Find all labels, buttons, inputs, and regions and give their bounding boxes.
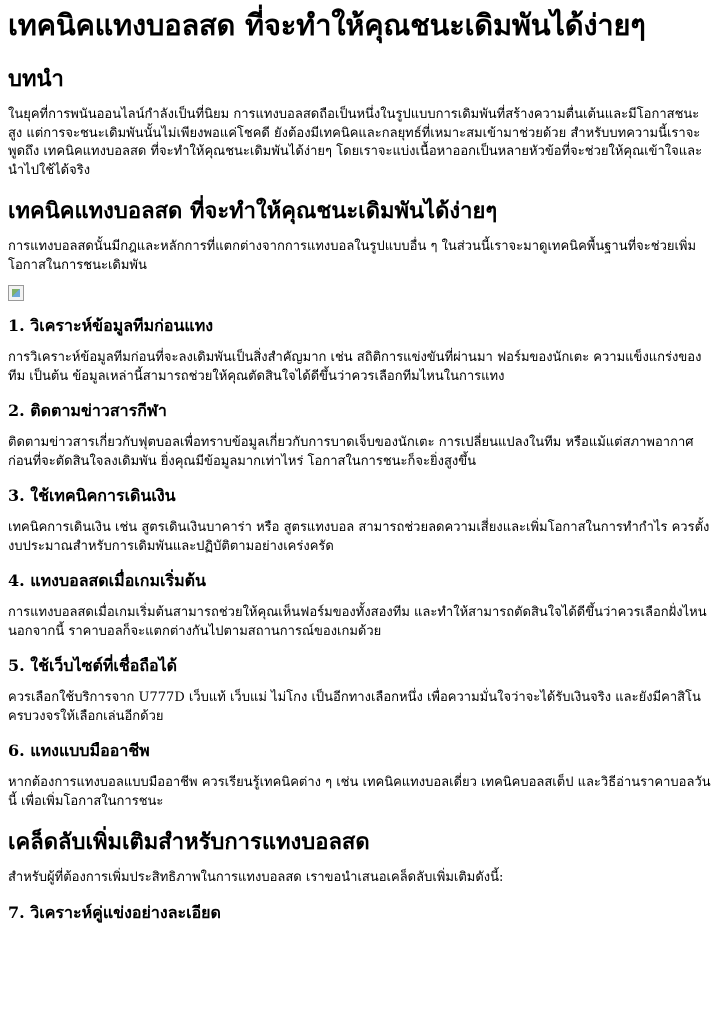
section-heading-4: 4. แทงบอลสดเมื่อเกมเริ่มต้น bbox=[8, 571, 206, 590]
tips-heading: เคล็ดลับเพิ่มเติมสำหรับการแทงบอลสด bbox=[8, 830, 370, 855]
main-paragraph: การแทงบอลสดนั้นมีกฎและหลักการที่แตกต่างจากการแทงบอลในรูปแบบอื่น ๆ ในส่วนนี้เราจะมาดูเทคนิคพื้นฐานที่จะช่วยเพิ่มโอกาสในการชนะเดิมพัน bbox=[8, 239, 697, 273]
section-5-text-after: เว็บแท้ เว็บแม่ ไม่โกง เป็นอีกทางเลือกหนึ่ง เพื่อความมั่นใจว่าจะได้รับเงินจริง และยังมีคาสิโนครบวงจรให้เลือกเล่นอีกด้วย bbox=[8, 690, 701, 724]
section-heading-2: 2. ติดตามข่าวสารกีฬา bbox=[8, 401, 167, 420]
section-5-text-before: ควรเลือกใช้บริการจาก bbox=[8, 690, 139, 705]
section-paragraph-6: หากต้องการแทงบอลแบบมืออาชีพ ควรเรียนรู้เทคนิคต่าง ๆ เช่น เทคนิคแทงบอลเดี่ยว เทคนิคบอลสเต็ป และวิธีอ่านราคาบอลวันนี้ เพื่อเพิ่มโอกาสในการชนะ bbox=[8, 775, 711, 809]
broken-image-icon bbox=[8, 285, 24, 301]
page-title: เทคนิคแทงบอลสด ที่จะทำให้คุณชนะเดิมพันได้ง่ายๆ bbox=[8, 8, 646, 42]
section-paragraph-2: ติดตามข่าวสารเกี่ยวกับฟุตบอลเพื่อทราบข้อมูลเกี่ยวกับการบาดเจ็บของนักเตะ การเปลี่ยนแปลงในทีม หรือแม้แต่สภาพอากาศ ก่อนที่จะตัดสินใจลงเดิมพัน ยิ่งคุณมีข้อมูลมากเท่าไหร่ โอกาสในการชนะก็จะยิ่งสูงขึ้น bbox=[8, 435, 694, 469]
section-paragraph-3: เทคนิคการเดินเงิน เช่น สูตรเดินเงินบาคาร่า หรือ สูตรแทงบอล สามารถช่วยลดความเสี่ยงและเพิ่มโอกาสในการทำกำไร ควรตั้งงบประมาณสำหรับการเดิมพันและปฏิบัติตามอย่างเคร่งครัด bbox=[8, 520, 710, 554]
site-link[interactable]: U777D bbox=[138, 690, 185, 705]
tips-item-heading: 7. วิเคราะห์คู่แข่งอย่างละเอียด bbox=[8, 902, 221, 922]
section-heading-6: 6. แทงแบบมืออาชีพ bbox=[8, 741, 150, 760]
section-paragraph-1: การวิเคราะห์ข้อมูลทีมก่อนที่จะลงเดิมพันเป็นสิ่งสำคัญมาก เช่น สถิติการแข่งขันที่ผ่านมา ฟอร์มของนักเตะ ความแข็งแกร่งของทีม เป็นต้น ข้อมูลเหล่านี้สามารถช่วยให้คุณตัดสินใจได้ดีขึ้นว่าควรเลือกทีมไหนในการแทง bbox=[8, 350, 702, 384]
section-heading-3: 3. ใช้เทคนิคการเดินเงิน bbox=[8, 486, 176, 505]
section-paragraph-5 bbox=[8, 689, 712, 726]
intro-paragraph: ในยุคที่การพนันออนไลน์กำลังเป็นที่นิยม การแทงบอลสดถือเป็นหนึ่งในรูปแบบการเดิมพันที่สร้างความตื่นเต้นและมีโอกาสชนะสูง แต่การจะชนะเดิมพันนั้นไม่เพียงพอแค่โชคดี ยังต้องมีเทคนิคและกลยุทธ์ที่เหมาะสมเข้ามาช่วยด้วย สำหรับบทความนี้เราจะพูดถึง เทคนิคแทงบอลสด ที่จะทำให้คุณชนะเดิมพันได้ง่ายๆ โดยเราจะแบ่งเนื้อหาออกเป็นหลายหัวข้อที่จะช่วยให้คุณเข้าใจและนำไปใช้ได้จริง bbox=[8, 107, 703, 178]
section-paragraph-4: การแทงบอลสดเมื่อเกมเริ่มต้นสามารถช่วยให้คุณเห็นฟอร์มของทั้งสองทีม และทำให้สามารถตัดสินใจได้ดีขึ้นว่าควรเลือกฝั่งไหน นอกจากนี้ ราคาบอลก็จะแตกต่างกันไปตามสถานการณ์ของเกมด้วย bbox=[8, 605, 707, 639]
intro-heading: บทนำ bbox=[8, 67, 64, 92]
main-heading: เทคนิคแทงบอลสด ที่จะทำให้คุณชนะเดิมพันได้ง่ายๆ bbox=[8, 199, 498, 224]
section-heading-5: 5. ใช้เว็บไซต์ที่เชื่อถือได้ bbox=[8, 656, 178, 675]
section-heading-1: 1. วิเคราะห์ข้อมูลทีมก่อนแทง bbox=[8, 316, 214, 335]
tips-paragraph: สำหรับผู้ที่ต้องการเพิ่มประสิทธิภาพในการแทงบอลสด เราขอนำเสนอเคล็ดลับเพิ่มเติมดังนี้: bbox=[8, 870, 504, 885]
